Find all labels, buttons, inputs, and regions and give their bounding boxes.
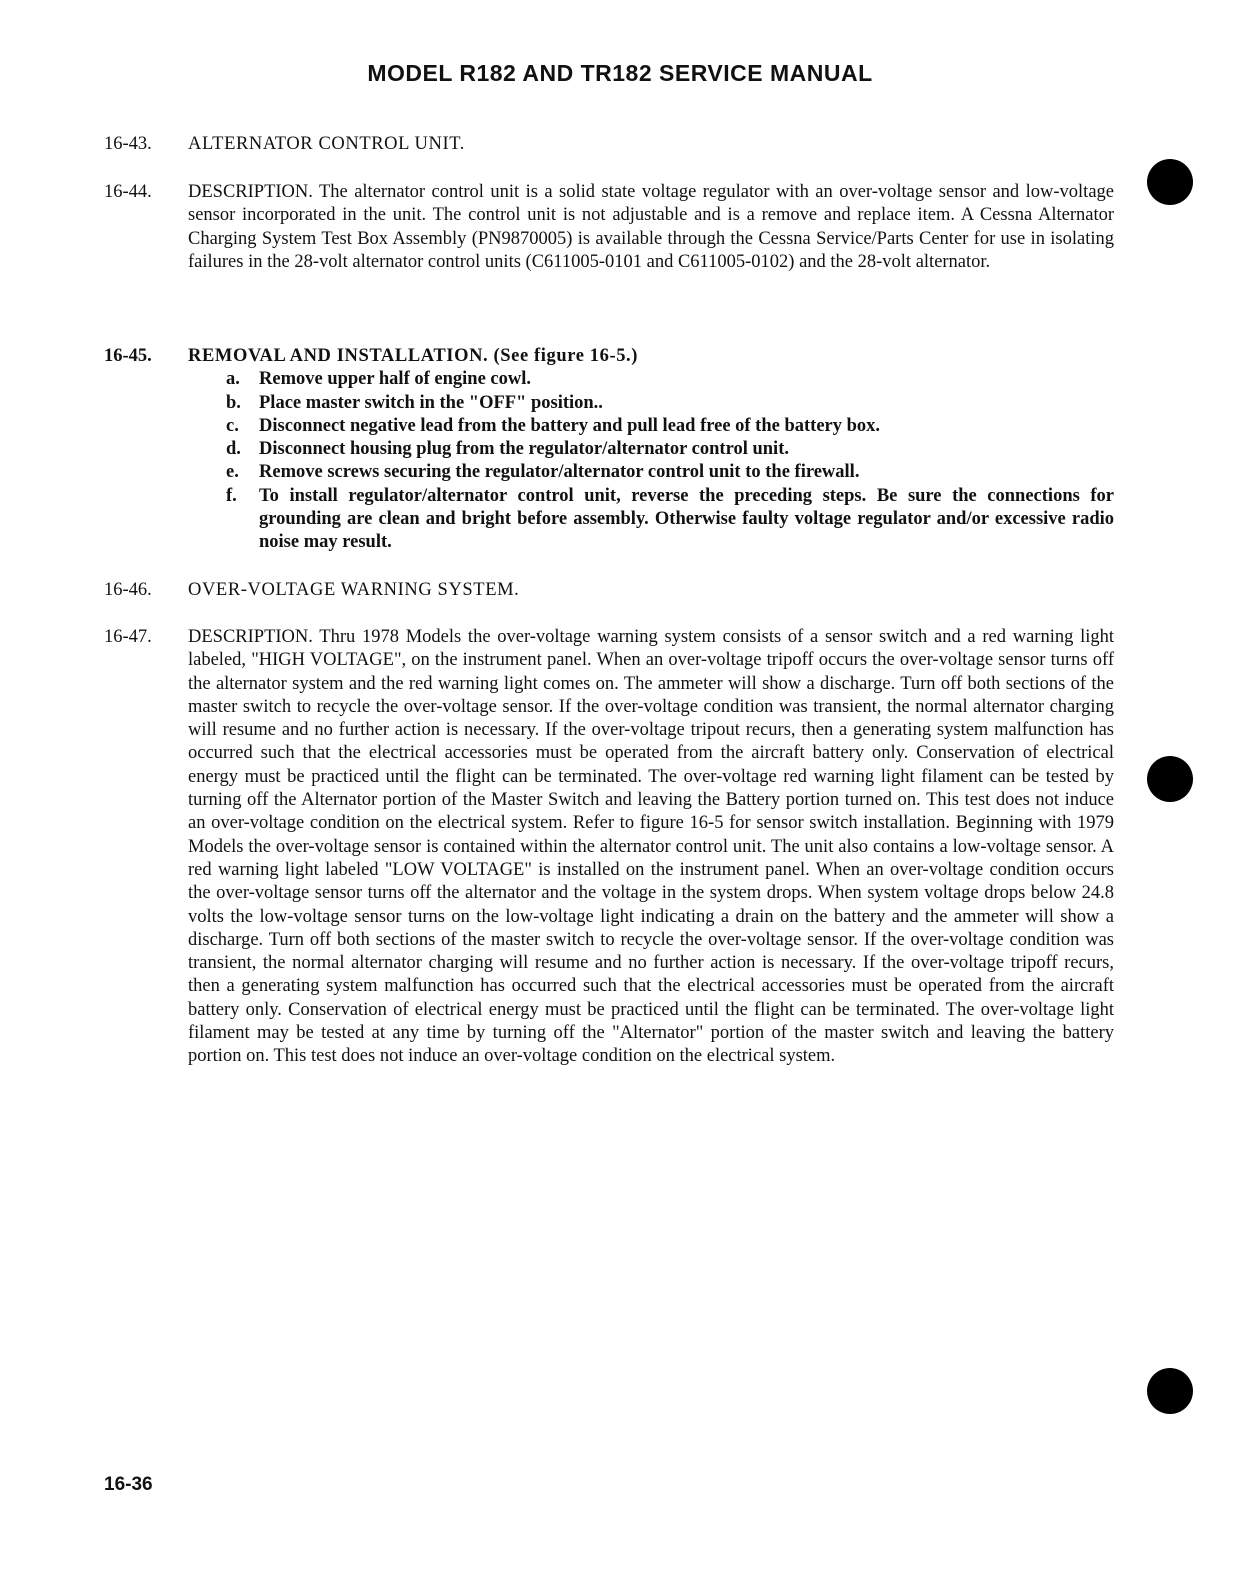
step-item [188, 368, 1114, 391]
step-text: Disconnect housing plug from the regulator/alternator control unit. [259, 439, 789, 460]
page-title: MODEL R182 AND TR182 SERVICE MANUAL [367, 60, 873, 86]
section-number: 16-46. [104, 580, 152, 600]
step-text: Remove upper half of engine cowl. [259, 369, 531, 390]
section-number: 16-43. [104, 134, 152, 154]
step-item [188, 461, 1114, 484]
step-item [188, 438, 1114, 461]
step-text: Disconnect negative lead from the battery and pull lead free of the battery box. [259, 415, 881, 436]
step-item [188, 485, 1114, 555]
section-16-46 [104, 579, 1114, 602]
section-16-47 [104, 626, 1114, 1069]
section-paragraph: DESCRIPTION. Thru 1978 Models the over-voltage warning system consists of a sensor switch and a red warning light labeled, "HIGH VOLTAGE", on the instrument panel. When an over-voltage tripoff occurs the over-voltage sensor turns off the alternator system and the red warning light comes on. The ammeter will show a discharge. Turn off both sections of the master switch to recycle the over-voltage sensor. If the over-voltage condition was transient, the normal alternator charging will resume and no further action is necessary. If the over-voltage tripout recurs, then a generating system malfunction has occurred such that the electrical accessories must be operated from the aircraft battery only. Conservation of electrical energy must be practiced until the flight can be terminated. The over-voltage red warning light filament can be tested by turning off the Alternator portion of the Master Switch and leaving the Battery portion turned on. This test does not induce an over-voltage condition on the electrical system. Refer to figure 16-5 for sensor switch installation. Beginning with 1979 Models the over-voltage sensor is contained within the alternator control unit. The unit also contains a low-voltage sensor. A red warning light labeled "LOW VOLTAGE" is installed on the instrument panel. When an over-voltage condition occurs the over-voltage sensor turns off the alternator and the voltage in the system drops. When system voltage drops below 24.8 volts the low-voltage sensor turns on the low-voltage light indicating a drain on the battery and the ammeter will show a discharge. Turn off both sections of the master switch to recycle the over-voltage sensor. If the over-voltage condition was transient, the normal alternator charging will resume and no further action is necessary. If the over-voltage tripoff recurs, then a generating system malfunction has occurred such that the electrical accessories must be operated from the aircraft battery only. Conservation of electrical energy must be practiced until the flight can be terminated. The over-voltage light filament may be tested at any time by turning off the "Alternator" portion of the master switch and leaving the battery portion on. This test does not induce an over-voltage condition on the electrical system. [188, 627, 1114, 1067]
step-letter: f. [226, 485, 237, 506]
section-16-44 [104, 181, 1114, 274]
section-16-45 [104, 345, 1114, 555]
step-letter: a. [226, 369, 240, 390]
section-16-43 [104, 133, 1114, 156]
step-text: Place master switch in the "OFF" position.. [259, 392, 603, 413]
step-item [188, 392, 1114, 415]
binder-hole-bottom [1147, 1368, 1193, 1414]
section-heading: OVER-VOLTAGE WARNING SYSTEM. [188, 580, 520, 600]
step-text: To install regulator/alternator control unit, reverse the preceding steps. Be sure the connections for grounding are clean and bright before assembly. Otherwise faulty voltage regulator and/or excessive radio noise may result. [259, 485, 1114, 553]
section-paragraph: DESCRIPTION. The alternator control unit is a solid state voltage regulator with an over-voltage sensor and low-voltage sensor incorporated in the unit. The control unit is not adjustable and is a remove and replace item. A Cessna Alternator Charging System Test Box Assembly (PN9870005) is available through the Cessna Service/Parts Center for use in isolating failures in the 28-volt alternator control units (C611005-0101 and C611005-0102) and the 28-volt alternator. [188, 182, 1114, 272]
section-number: 16-47. [104, 627, 152, 647]
section-heading: ALTERNATOR CONTROL UNIT. [188, 134, 465, 154]
section-number: 16-44. [104, 182, 152, 202]
binder-hole-middle [1147, 756, 1193, 802]
section-heading: REMOVAL AND INSTALLATION. (See figure 16-5.) [188, 346, 639, 366]
step-letter: c. [226, 415, 239, 436]
binder-hole-top [1147, 159, 1193, 205]
step-item [188, 415, 1114, 438]
step-list [188, 368, 1114, 554]
step-letter: b. [226, 392, 241, 413]
section-number: 16-45. [104, 346, 152, 366]
step-text: Remove screws securing the regulator/alternator control unit to the firewall. [259, 462, 860, 483]
step-letter: d. [226, 439, 241, 460]
step-letter: e. [226, 462, 239, 483]
page-number: 16-36 [104, 1474, 153, 1495]
